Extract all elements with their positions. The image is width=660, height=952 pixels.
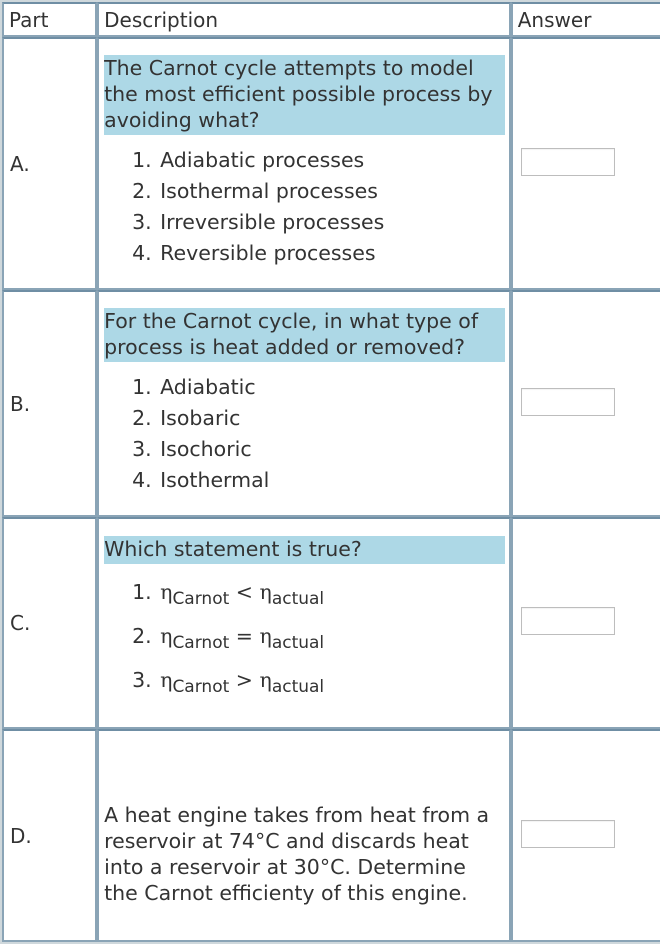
eta-symbol: η — [160, 580, 173, 604]
description-cell-d — [97, 729, 511, 942]
eta-symbol: η — [259, 624, 272, 648]
part-label-c: C. — [2, 517, 97, 729]
options-list-b — [104, 372, 505, 496]
table-row-d — [2, 729, 660, 942]
header-description: Description — [97, 2, 511, 37]
option-c-3 — [158, 662, 505, 706]
answer-input-d[interactable] — [521, 820, 615, 848]
eta-subscript: Carnot — [172, 589, 230, 609]
eta-subscript: actual — [271, 633, 325, 653]
header-answer: Answer — [511, 2, 660, 37]
answer-cell-b — [511, 290, 660, 517]
eta-symbol: η — [259, 668, 272, 692]
comparison-operator: = — [235, 624, 253, 648]
part-label-a: A. — [2, 37, 97, 290]
description-cell-c — [97, 517, 511, 729]
part-label-d: D. — [2, 729, 97, 942]
option-b-4: 4. Isothermal — [158, 465, 505, 496]
header-part: Part — [2, 2, 97, 37]
question-text-b: For the Carnot cycle, in what type of process is heat added or removed? — [104, 308, 505, 362]
answer-input-a[interactable] — [521, 148, 615, 176]
options-list-c — [104, 574, 505, 706]
option-c-2 — [158, 618, 505, 662]
table-row-b — [2, 290, 660, 517]
description-cell-a — [97, 37, 511, 290]
table-row-a — [2, 37, 660, 290]
eta-symbol: η — [160, 668, 173, 692]
answer-input-c[interactable] — [521, 607, 615, 635]
header-row — [2, 2, 660, 37]
answer-cell-d — [511, 729, 660, 942]
option-b-1: 1. Adiabatic — [158, 372, 505, 403]
question-text-a: The Carnot cycle attempts to model the most efficient possible process by avoiding what? — [104, 55, 505, 135]
part-label-b: B. — [2, 290, 97, 517]
option-a-2: 2. Isothermal processes — [158, 176, 505, 207]
option-a-1: 1. Adiabatic processes — [158, 145, 505, 176]
option-a-4: 4. Reversible processes — [158, 238, 505, 269]
description-cell-b — [97, 290, 511, 517]
option-c-1 — [158, 574, 505, 618]
options-list-a — [104, 145, 505, 269]
table-row-c — [2, 517, 660, 729]
question-text-c: Which statement is true? — [104, 536, 505, 564]
eta-subscript: actual — [271, 677, 325, 697]
option-b-3: 3. Isochoric — [158, 434, 505, 465]
question-text-d: A heat engine takes from heat from a reservoir at 74°C and discards heat into a reservoir at 30°C. Determine the Carnot efficienty of this engine. — [104, 802, 490, 905]
comparison-operator: < — [235, 580, 253, 604]
option-b-2: 2. Isobaric — [158, 403, 505, 434]
option-a-3: 3. Irreversible processes — [158, 207, 505, 238]
answer-cell-a — [511, 37, 660, 290]
eta-symbol: η — [160, 624, 173, 648]
eta-subscript: Carnot — [172, 677, 230, 697]
answer-cell-c — [511, 517, 660, 729]
eta-subscript: actual — [271, 589, 325, 609]
eta-symbol: η — [259, 580, 272, 604]
answer-input-b[interactable] — [521, 388, 615, 416]
comparison-operator: > — [235, 668, 253, 692]
eta-subscript: Carnot — [172, 633, 230, 653]
